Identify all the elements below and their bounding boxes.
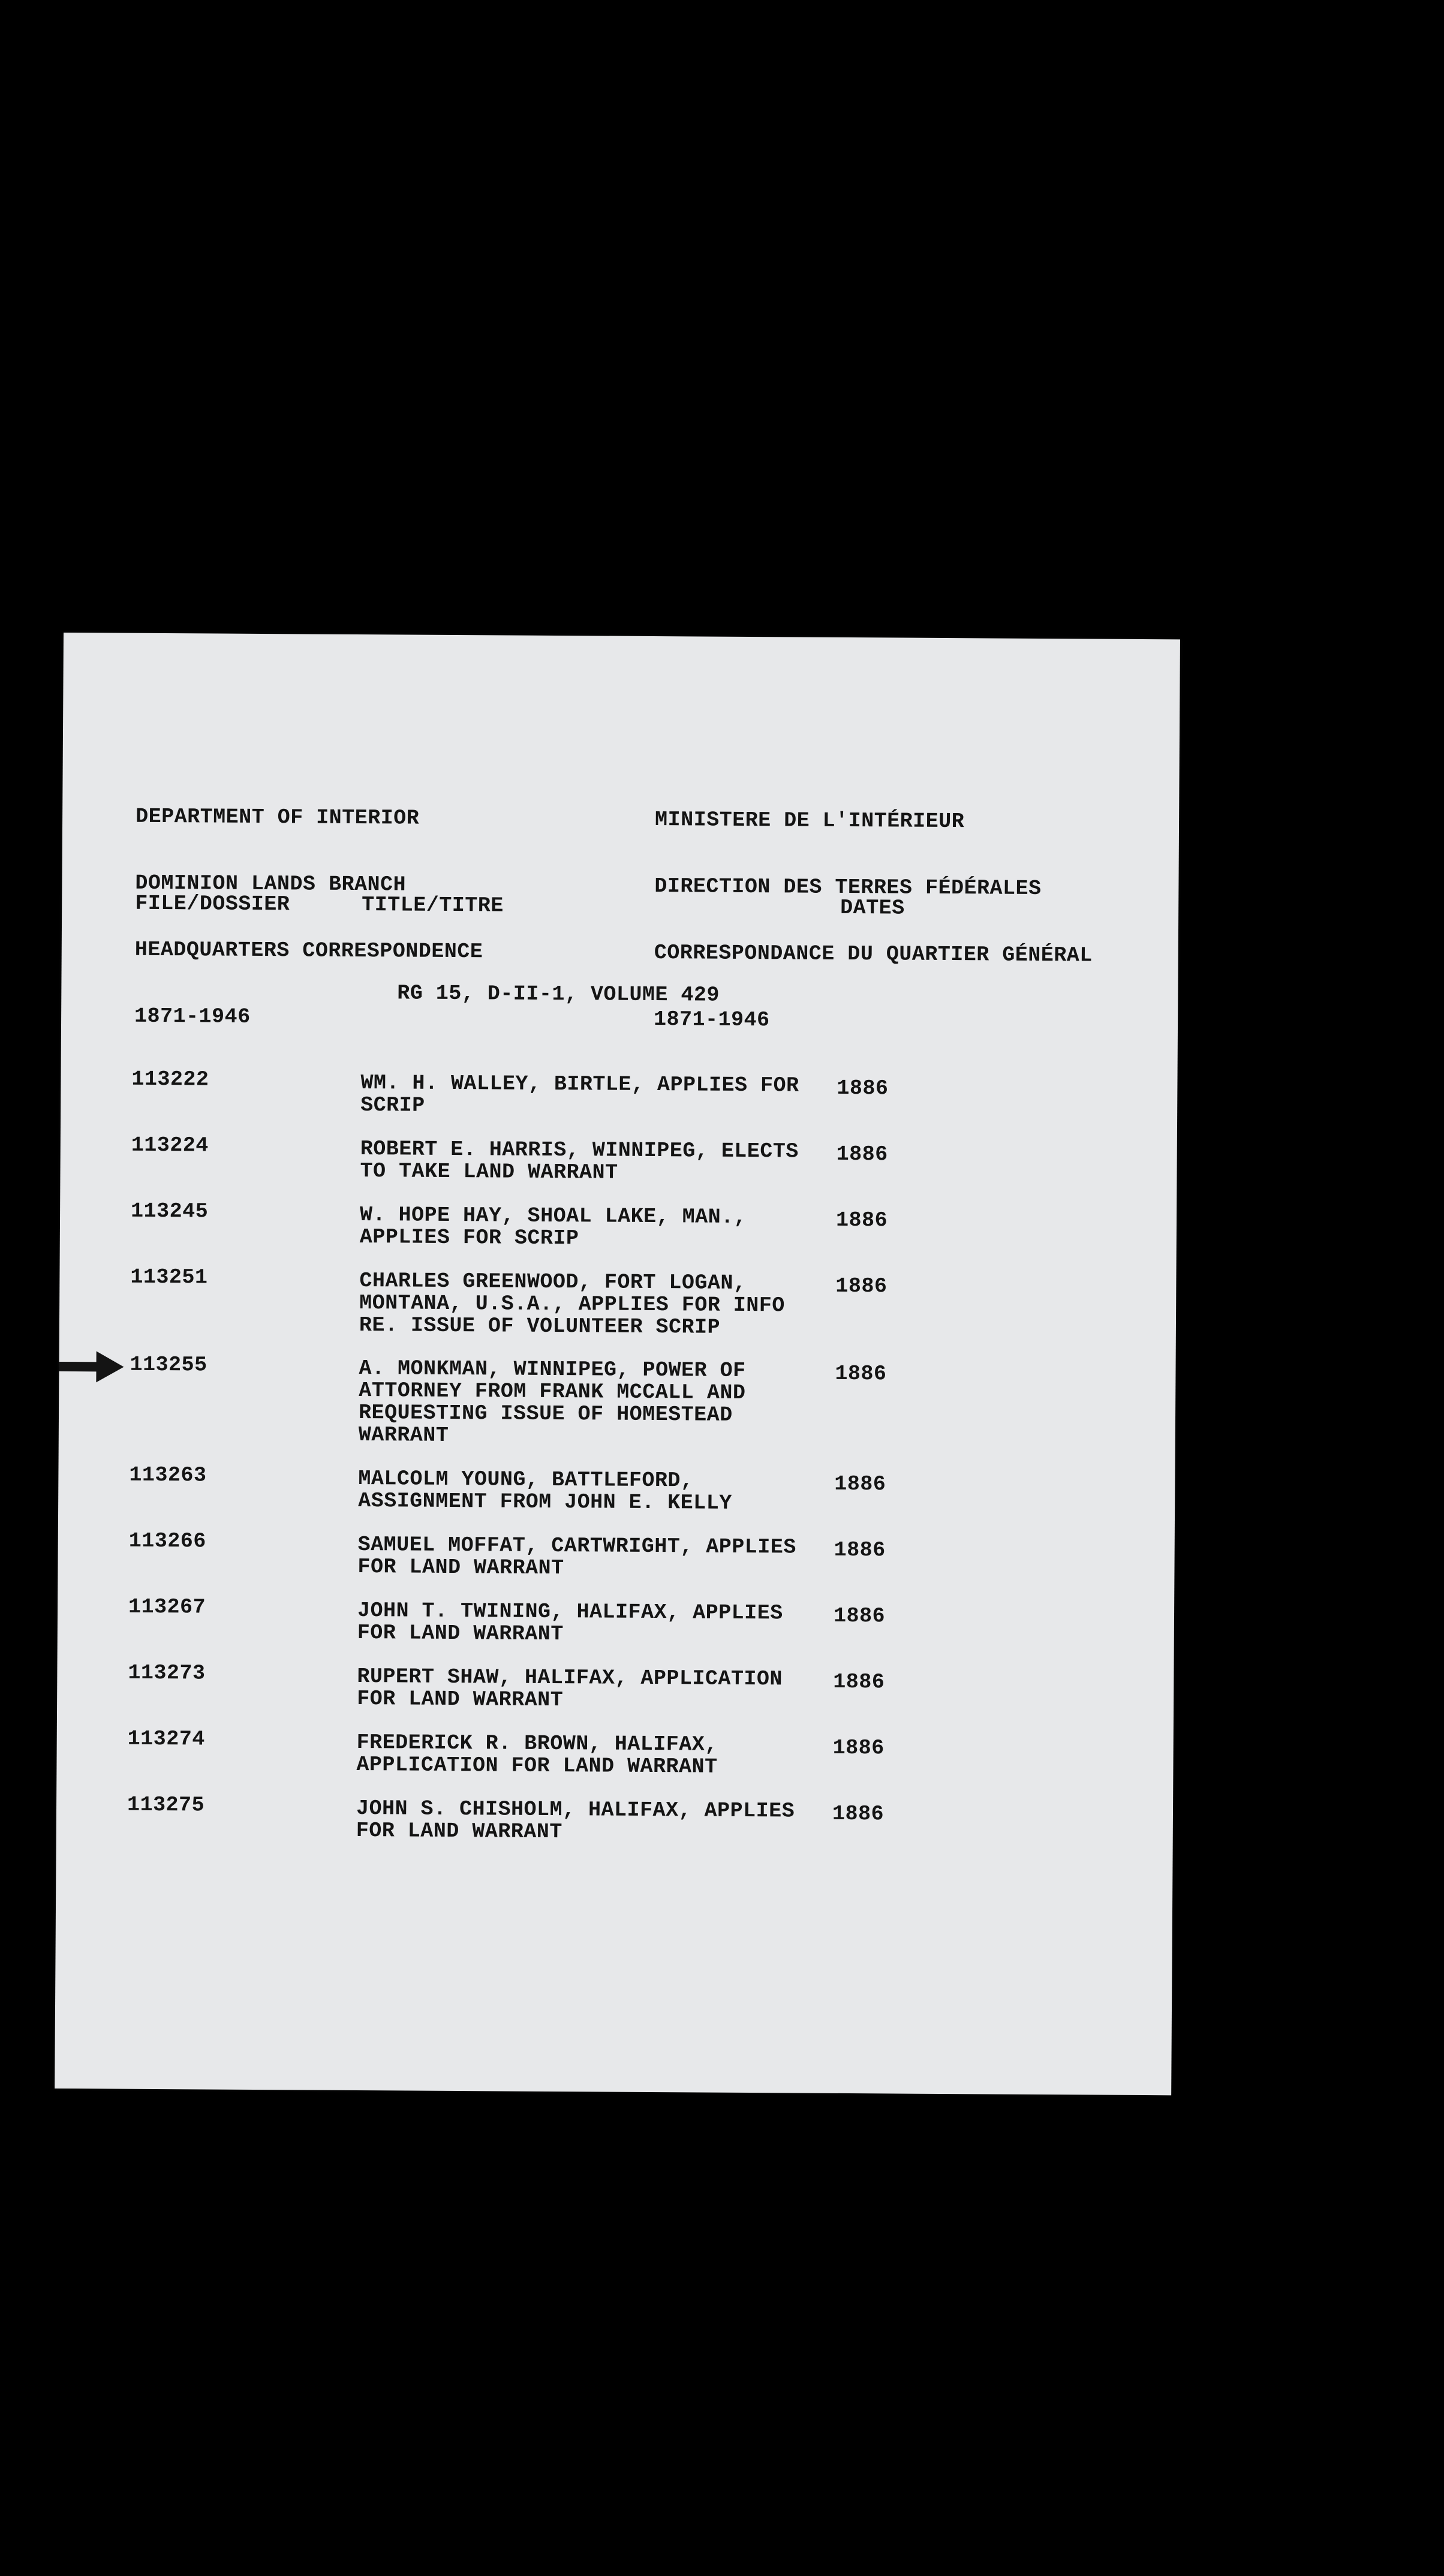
entry-date: 1886 — [835, 1361, 887, 1386]
header-english — [134, 762, 485, 1075]
entry-title: JOHN S. CHISHOLM, HALIFAX, APPLIES FOR LAND WARRANT — [356, 1796, 795, 1844]
entry-date: 1886 — [835, 1274, 888, 1299]
entry-date: 1886 — [834, 1471, 886, 1497]
document-page — [55, 633, 1180, 2095]
file-number: 113275 — [127, 1792, 205, 1817]
file-number: 113251 — [130, 1265, 208, 1290]
right-arrow-icon — [59, 1349, 125, 1385]
file-number: 113245 — [130, 1199, 209, 1224]
entry-date: 1886 — [833, 1669, 885, 1695]
entry-date: 1886 — [833, 1603, 886, 1629]
column-header-dates: DATES — [840, 895, 905, 920]
entry-date: 1886 — [836, 1142, 888, 1167]
file-number: 113224 — [131, 1133, 209, 1158]
header-french — [654, 765, 1094, 1078]
entry-date: 1886 — [832, 1735, 885, 1761]
file-number: 113273 — [128, 1660, 206, 1686]
file-number: 113266 — [128, 1528, 206, 1554]
entry-date: 1886 — [835, 1208, 888, 1233]
header-english-line: DEPARTMENT OF INTERIOR — [136, 804, 420, 830]
entry-title: SAMUEL MOFFAT, CARTWRIGHT, APPLIES FOR LAND WARRANT — [357, 1533, 796, 1581]
header-french-line: 1871-1946 — [653, 1007, 770, 1033]
entry-title: A. MONKMAN, WINNIPEG, POWER OF ATTORNEY FROM FRANK MCCALL AND REQUESTING ISSUE OF HOMESTEAD WARRANT — [358, 1356, 746, 1448]
entry-title: CHARLES GREENWOOD, FORT LOGAN, MONTANA, U.S.A., APPLIES FOR INFO RE. ISSUE OF VOLUNTEER SCRIP — [359, 1269, 785, 1340]
file-number: 113255 — [130, 1352, 207, 1377]
header-french-line: CORRESPONDANCE DU QUARTIER GÉNÉRAL — [654, 941, 1093, 968]
header-english-line: DOMINION LANDS BRANCH — [135, 871, 407, 897]
entry-title: JOHN T. TWINING, HALIFAX, APPLIES FOR LAND WARRANT — [357, 1599, 783, 1647]
file-number: 113263 — [129, 1462, 207, 1488]
file-number: 113274 — [127, 1726, 205, 1752]
entry-title: W. HOPE HAY, SHOAL LAKE, MAN., APPLIES FOR SCRIP — [359, 1203, 747, 1251]
entry-date: 1886 — [834, 1537, 886, 1563]
header-english-line: HEADQUARTERS CORRESPONDENCE — [134, 937, 483, 964]
volume-heading: RG 15, D-II-1, VOLUME 429 — [397, 981, 720, 1007]
entry-date: 1886 — [837, 1076, 889, 1101]
file-number: 113222 — [131, 1067, 209, 1092]
header-english-line: 1871-1946 — [134, 1004, 251, 1029]
entry-title: FREDERICK R. BROWN, HALIFAX, APPLICATION FOR LAND WARRANT — [356, 1731, 718, 1779]
column-header-file: FILE/DOSSIER — [135, 891, 290, 917]
entry-title: WM. H. WALLEY, BIRTLE, APPLIES FOR SCRIP — [360, 1071, 799, 1118]
file-number: 113267 — [128, 1594, 206, 1620]
column-header-title: TITLE/TITRE — [362, 893, 504, 918]
header-french-line: MINISTERE DE L'INTÉRIEUR — [654, 808, 965, 834]
entry-title: ROBERT E. HARRIS, WINNIPEG, ELECTS TO TAKE LAND WARRANT — [360, 1137, 799, 1185]
header-french-line: DIRECTION DES TERRES FÉDÉRALES — [654, 874, 1042, 901]
entry-date: 1886 — [832, 1801, 885, 1826]
entry-title: MALCOLM YOUNG, BATTLEFORD, ASSIGNMENT FROM JOHN E. KELLY — [358, 1467, 732, 1515]
entry-title: RUPERT SHAW, HALIFAX, APPLICATION FOR LAND WARRANT — [357, 1665, 783, 1713]
